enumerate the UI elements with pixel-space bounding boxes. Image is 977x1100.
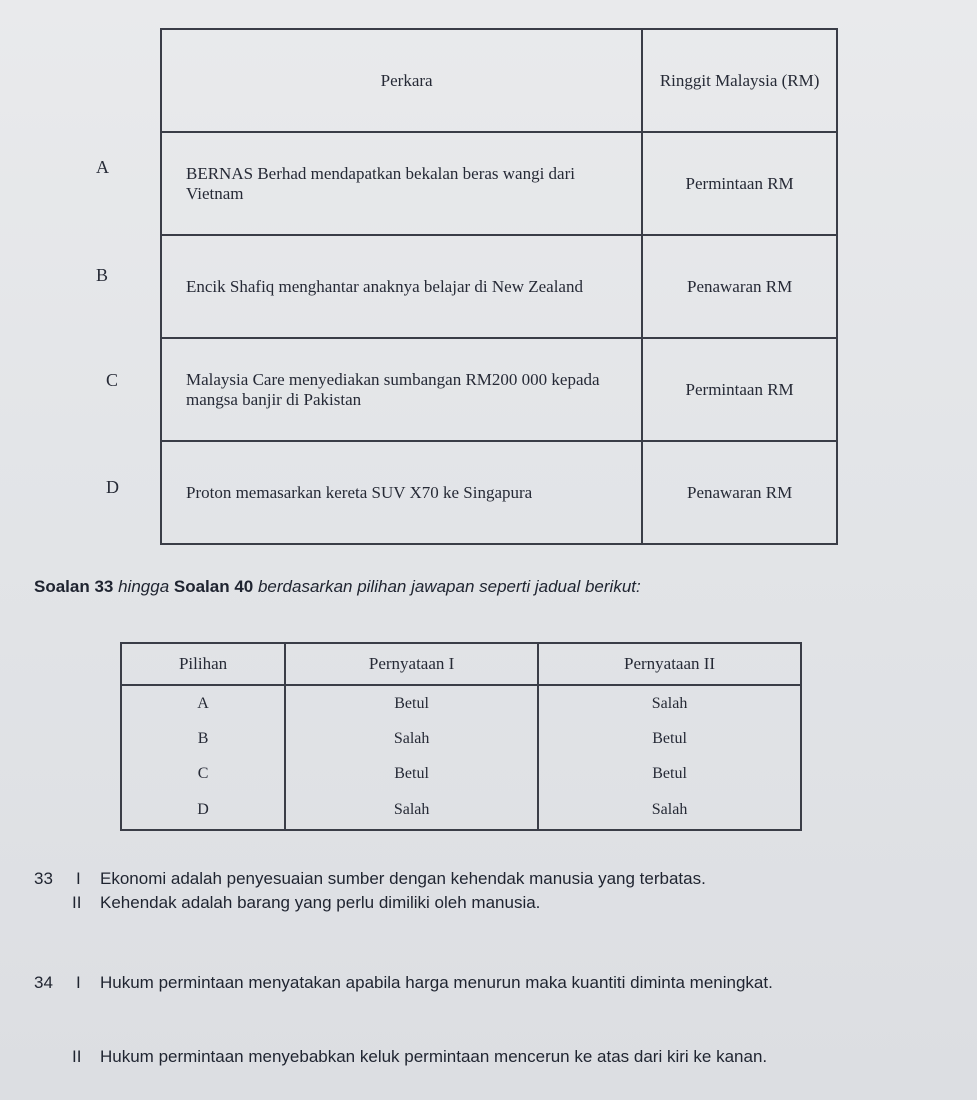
- cell-pernyataan-2: Betul: [538, 756, 801, 791]
- table-row: [121, 721, 801, 756]
- cell-pernyataan-2: Salah: [538, 685, 801, 721]
- row-item: BERNAS Berhad mendapatkan bekalan beras wangi dari Vietnam: [161, 132, 642, 235]
- table-row: [161, 338, 837, 441]
- header-perkara: Perkara: [161, 29, 642, 132]
- instruction-italic-1: hingga: [113, 577, 174, 596]
- table-header-row: [121, 643, 801, 685]
- table-row: [121, 756, 801, 791]
- table-row: [161, 441, 837, 544]
- cell-pilihan: C: [121, 756, 285, 791]
- row-type: Penawaran RM: [642, 235, 837, 338]
- cell-pilihan: B: [121, 721, 285, 756]
- instruction-bold-2: Soalan 40: [173, 577, 254, 596]
- statement-text: Kehendak adalah barang yang perlu dimiliki oleh manusia.: [100, 893, 541, 912]
- instruction-italic-2: berdasarkan pilihan jawapan seperti jadual berikut:: [253, 577, 641, 596]
- row-type: Penawaran RM: [642, 441, 837, 544]
- header-pilihan: Pilihan: [121, 643, 285, 685]
- row-letter-c: C: [106, 370, 119, 390]
- row-item: Encik Shafiq menghantar anaknya belajar di New Zealand: [161, 235, 642, 338]
- cell-pernyataan-2: Betul: [538, 721, 801, 756]
- header-pernyataan-2: Pernyataan II: [538, 643, 801, 685]
- row-letter-d: D: [106, 477, 119, 497]
- row-letter-b: B: [96, 265, 109, 285]
- cell-pernyataan-1: Salah: [285, 721, 538, 756]
- cell-pernyataan-1: Betul: [285, 756, 538, 791]
- table-row: [121, 791, 801, 830]
- statement-roman: II: [72, 893, 82, 912]
- instruction-text: [34, 577, 641, 597]
- statement-text: Hukum permintaan menyebabkan keluk permintaan mencerun ke atas dari kiri ke kanan.: [100, 1047, 768, 1066]
- table-row: [161, 132, 837, 235]
- row-item: Malaysia Care menyediakan sumbangan RM200 000 kepada mangsa banjir di Pakistan: [161, 338, 642, 441]
- header-pernyataan-1: Pernyataan I: [285, 643, 538, 685]
- cell-pilihan: D: [121, 791, 285, 830]
- row-item: Proton memasarkan kereta SUV X70 ke Singapura: [161, 441, 642, 544]
- pilihan-table: [120, 642, 802, 831]
- header-ringgit: Ringgit Malaysia (RM): [642, 29, 837, 132]
- cell-pernyataan-1: Betul: [285, 685, 538, 721]
- statement-text: Ekonomi adalah penyesuaian sumber dengan kehendak manusia yang terbatas.: [100, 869, 706, 888]
- row-type: Permintaan RM: [642, 338, 837, 441]
- instruction-bold-1: Soalan 33: [34, 577, 114, 596]
- statement-text: Hukum permintaan menyatakan apabila harga menurun maka kuantiti diminta meningkat.: [100, 973, 773, 992]
- row-type: Permintaan RM: [642, 132, 837, 235]
- statement-roman: I: [76, 869, 81, 888]
- cell-pernyataan-1: Salah: [285, 791, 538, 830]
- table-row: [161, 235, 837, 338]
- table-header-row: [161, 29, 837, 132]
- cell-pernyataan-2: Salah: [538, 791, 801, 830]
- question-number: 34: [34, 973, 53, 992]
- question-number: 33: [34, 869, 53, 888]
- row-letter-a: A: [96, 157, 109, 177]
- table-row: [121, 685, 801, 721]
- perkara-table: [160, 28, 838, 545]
- statement-roman: II: [72, 1047, 82, 1066]
- cell-pilihan: A: [121, 685, 285, 721]
- statement-roman: I: [76, 973, 81, 992]
